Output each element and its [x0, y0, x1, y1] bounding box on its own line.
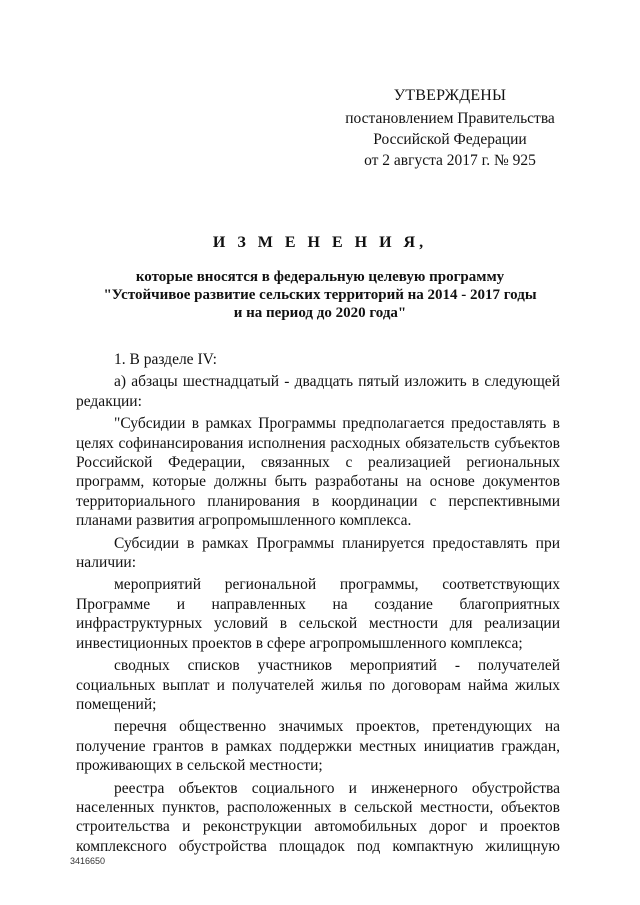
- approval-line-2: Российской Федерации: [373, 131, 527, 148]
- subtitle-line-1: которые вносятся в федеральную целевую программу: [135, 269, 505, 285]
- paragraph-regional-measures: мероприятий региональной программы, соответствующих Программе и направленных на создание благоприятных инфраструктурных условий в сельской местности для реализации инвестиционных проектов в сфере агропромышленного комплекса;: [76, 576, 560, 652]
- approval-block: [330, 85, 570, 171]
- approval-heading: УТВЕРЖДЕНЫ: [393, 87, 507, 104]
- document-title-block: [60, 234, 580, 322]
- subtitle-line-2: "Устойчивое развитие сельских территорий на 2014 - 2017 годы: [103, 287, 537, 303]
- paragraph-subsidies-conditions: Субсидии в рамках Программы планируется предоставлять при наличии:: [76, 534, 560, 572]
- paragraph-significant-projects: перечня общественно значимых проектов, претендующих на получение грантов в рамках поддержки местных инициатив граждан, проживающих в сельской местности;: [76, 718, 560, 775]
- paragraph-infrastructure-registry: реестра объектов социального и инженерного обустройства населенных пунктов, расположенных в сельской местности, объектов строительства и реконструкции автомобильных дорог и проектов комплексного обустройства площадок под компактную жилищную: [76, 779, 560, 855]
- document-body: [76, 350, 560, 859]
- paragraph-section-ref: 1. В разделе IV:: [114, 351, 217, 368]
- document-code: 3416650: [70, 856, 106, 866]
- paragraph-participant-lists: сводных списков участников мероприятий - получателей социальных выплат и получателей жилья по договорам найма жилых помещений;: [76, 657, 560, 713]
- document-title: И З М Е Н Е Н И Я,: [212, 234, 428, 251]
- paragraph-item-a: а) абзацы шестнадцатый - двадцать пятый изложить в следующей редакции:: [76, 373, 560, 410]
- approval-line-3: от 2 августа 2017 г. № 925: [364, 152, 536, 169]
- paragraph-subsidies-cofinancing: "Субсидии в рамках Программы предполагается предоставлять в целях софинансирования исполнения расходных обязательств субъектов Российской Федерации, связанных с реализацией региональных программ, которые должны быть разработаны на основе документов территориального планирования в координации с перспективными планами развития агропромышленного комплекса.: [76, 415, 560, 530]
- subtitle-line-3: и на период до 2020 года": [233, 305, 407, 321]
- approval-line-1: постановлением Правительства: [345, 110, 555, 127]
